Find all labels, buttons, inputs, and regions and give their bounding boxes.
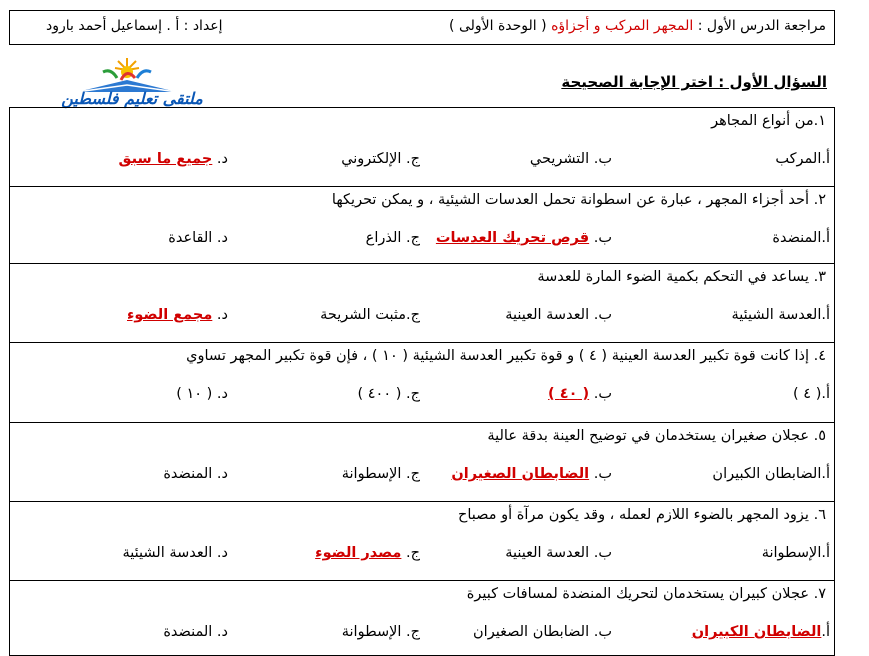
option-label: أ.الضابطان الكبيران: [712, 466, 830, 482]
correct-answer: مجمع الضوء: [127, 307, 213, 323]
option-b[interactable]: [473, 624, 612, 640]
question-3: [9, 263, 835, 343]
correct-answer: ( ٤٠ ): [548, 386, 590, 402]
option-d[interactable]: [163, 466, 228, 482]
option-label: ب. العدسة العينية: [505, 307, 612, 323]
lesson-prefix: مراجعة الدرس الأول :: [697, 18, 826, 34]
question-text: ١.من أنواع المجاهر: [711, 113, 826, 129]
site-logo: [37, 56, 227, 108]
option-label: أ.المركب: [775, 151, 830, 167]
option-b[interactable]: [436, 230, 612, 246]
logo-text: ملتقى تعليم فلسطين: [61, 89, 203, 108]
option-a[interactable]: [692, 624, 830, 640]
option-label: د.: [216, 151, 228, 167]
question-2: [9, 186, 835, 264]
author-credit: إعداد : أ . إسماعيل أحمد بارود: [46, 18, 223, 34]
question-text: ٤. إذا كانت قوة تكبير العدسة العينية ( ٤ ) و قوة تكبير العدسة الشيئية ( ١٠ ) ، فإن قوة تكبير المجهر تساوي: [186, 348, 826, 364]
worksheet-header: [9, 10, 835, 45]
option-d[interactable]: [127, 307, 228, 323]
option-label: د. ( ١٠ ): [176, 386, 228, 402]
correct-answer: جميع ما سبق: [118, 151, 213, 167]
option-c[interactable]: [341, 151, 420, 167]
option-label: ج. الذراع: [365, 230, 420, 246]
option-c[interactable]: [366, 230, 420, 246]
option-label: ج. الإسطوانة: [341, 466, 420, 482]
option-b[interactable]: [505, 307, 612, 323]
option-label: ب. التشريحي: [529, 151, 612, 167]
question-text: ٢. أحد أجزاء المجهر ، عبارة عن اسطوانة تحمل العدسات الشيئية ، و يمكن تحريكها: [331, 192, 826, 208]
question-5: [9, 422, 835, 502]
option-label: ب.: [593, 466, 612, 482]
option-label: د. المنضدة: [163, 624, 228, 640]
option-a[interactable]: [762, 545, 830, 561]
question-text: ٥. عجلان صغيران يستخدمان في توضيح العينة بدقة عالية: [487, 428, 826, 444]
option-label: أ.( ٤ ): [793, 386, 830, 402]
option-d[interactable]: [122, 545, 228, 561]
option-label: ج. ( ٤٠٠ ): [357, 386, 420, 402]
option-b[interactable]: [530, 151, 612, 167]
option-label: د. المنضدة: [163, 466, 228, 482]
option-a[interactable]: [731, 307, 830, 323]
option-label: د.: [216, 307, 228, 323]
option-a[interactable]: [775, 151, 830, 167]
correct-answer: مصدر الضوء: [315, 545, 402, 561]
option-d[interactable]: [168, 230, 228, 246]
question-4: [9, 342, 835, 423]
correct-answer: الضابطان الكبيران: [691, 624, 822, 640]
correct-answer: قرص تحريك العدسات: [435, 230, 590, 246]
question-7: [9, 580, 835, 656]
lesson-title: المجهر المركب و أجزاؤه: [551, 18, 694, 34]
lesson-heading: [449, 18, 826, 34]
option-label: ب. العدسة العينية: [505, 545, 612, 561]
option-c[interactable]: [342, 466, 420, 482]
option-c[interactable]: [315, 545, 420, 561]
question-text: ٦. يزود المجهر بالضوء اللازم لعمله ، وقد يكون مرآة أو مصباح: [457, 507, 826, 523]
worksheet-page: [9, 10, 835, 655]
question-text: ٣. يساعد في التحكم بكمية الضوء المارة للعدسة: [537, 269, 826, 285]
option-d[interactable]: [176, 386, 228, 402]
option-label: ب. الضابطان الصغيران: [473, 624, 612, 640]
option-label: ج.: [406, 545, 420, 561]
option-label: د. العدسة الشيئية: [122, 545, 228, 561]
option-label: ج. الإسطوانة: [341, 624, 420, 640]
option-b[interactable]: [451, 466, 612, 482]
section-title: السؤال الأول : اختر الإجابة الصحيحة: [561, 73, 827, 91]
unit-label: ( الوحدة الأولى ): [449, 18, 547, 34]
option-label: أ.المنضدة: [772, 230, 830, 246]
option-d[interactable]: [163, 624, 228, 640]
option-label: د. القاعدة: [168, 230, 228, 246]
option-a[interactable]: [772, 230, 830, 246]
correct-answer: الضابطان الصغيران: [451, 466, 590, 482]
question-text: ٧. عجلان كبيران يستخدمان لتحريك المنضدة لمسافات كبيرة: [466, 586, 826, 602]
option-c[interactable]: [320, 307, 420, 323]
option-b[interactable]: [505, 545, 612, 561]
option-label: ب.: [593, 386, 612, 402]
option-c[interactable]: [342, 624, 420, 640]
option-label: أ.العدسة الشيئية: [731, 307, 830, 323]
option-a[interactable]: [712, 466, 830, 482]
option-c[interactable]: [357, 386, 420, 402]
question-1: [9, 107, 835, 187]
option-d[interactable]: [119, 151, 228, 167]
question-6: [9, 501, 835, 581]
option-label: ج.مثبت الشريحة: [320, 307, 420, 323]
option-label: ب.: [593, 230, 612, 246]
option-label: ج. الإلكتروني: [341, 151, 420, 167]
option-label: أ.الإسطوانة: [761, 545, 830, 561]
option-a[interactable]: [793, 386, 830, 402]
option-b[interactable]: [548, 386, 612, 402]
option-label: أ.: [821, 624, 830, 640]
